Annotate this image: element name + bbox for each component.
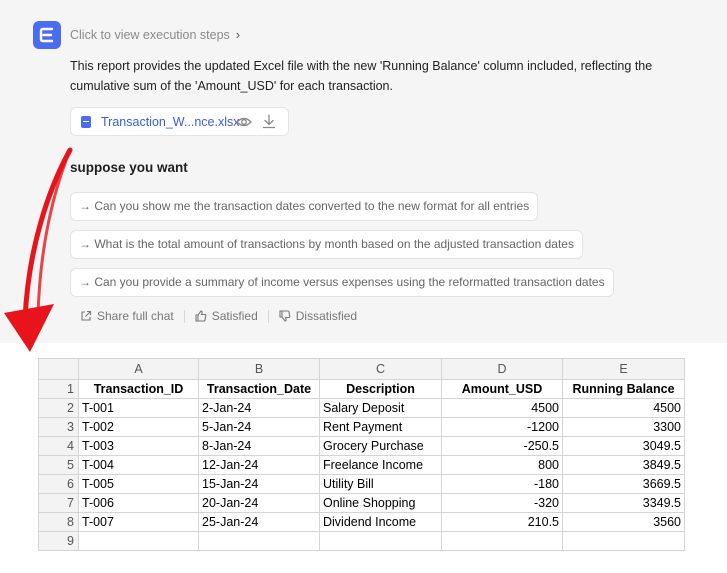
file-name[interactable]: Transaction_W...nce.xlsx bbox=[101, 115, 240, 129]
cell[interactable]: -180 bbox=[442, 475, 563, 494]
chevron-right-icon: › bbox=[235, 27, 241, 42]
suggestion-chip[interactable]: → Can you show me the transaction dates converted to the new format for all entries bbox=[70, 192, 538, 221]
row-number[interactable]: 9 bbox=[39, 532, 79, 551]
suggestion-chip[interactable]: → What is the total amount of transactions by month based on the adjusted transaction dates bbox=[70, 230, 583, 259]
cell[interactable]: T-002 bbox=[79, 418, 199, 437]
cell[interactable]: Freelance Income bbox=[320, 456, 442, 475]
cell[interactable]: 3669.5 bbox=[563, 475, 685, 494]
row-number[interactable]: 7 bbox=[39, 494, 79, 513]
row-number[interactable]: 1 bbox=[39, 380, 79, 399]
assistant-message: This report provides the updated Excel file with the new 'Running Balance' column included, reflecting the cumulative sum of the 'Amount_USD' for each transaction. bbox=[70, 59, 653, 93]
cell[interactable]: 12-Jan-24 bbox=[199, 456, 320, 475]
suggestion-chip[interactable]: → Can you provide a summary of income versus expenses using the reformatted transaction dates bbox=[70, 268, 614, 297]
row-number[interactable]: 2 bbox=[39, 399, 79, 418]
cell[interactable]: T-004 bbox=[79, 456, 199, 475]
cell[interactable]: Salary Deposit bbox=[320, 399, 442, 418]
cell[interactable]: Grocery Purchase bbox=[320, 437, 442, 456]
cell[interactable]: Dividend Income bbox=[320, 513, 442, 532]
cell[interactable]: 3300 bbox=[563, 418, 685, 437]
cell[interactable]: -1200 bbox=[442, 418, 563, 437]
cell[interactable]: 20-Jan-24 bbox=[199, 494, 320, 513]
cell[interactable]: 5-Jan-24 bbox=[199, 418, 320, 437]
cell[interactable]: T-005 bbox=[79, 475, 199, 494]
dissatisfied-label: Dissatisfied bbox=[295, 309, 358, 323]
cell[interactable]: 4500 bbox=[563, 399, 685, 418]
row-number[interactable]: 5 bbox=[39, 456, 79, 475]
cell[interactable]: 3560 bbox=[563, 513, 685, 532]
cell[interactable]: 2-Jan-24 bbox=[199, 399, 320, 418]
column-header[interactable]: C bbox=[320, 359, 442, 380]
cell[interactable]: T-006 bbox=[79, 494, 199, 513]
cell[interactable]: T-007 bbox=[79, 513, 199, 532]
cell[interactable]: Online Shopping bbox=[320, 494, 442, 513]
column-header[interactable]: B bbox=[199, 359, 320, 380]
cell[interactable]: 3849.5 bbox=[563, 456, 685, 475]
cell[interactable]: 4500 bbox=[442, 399, 563, 418]
execution-steps-label: Click to view execution steps bbox=[70, 28, 230, 42]
column-header[interactable]: E bbox=[563, 359, 685, 380]
cell[interactable]: 8-Jan-24 bbox=[199, 437, 320, 456]
cell[interactable]: 210.5 bbox=[442, 513, 563, 532]
cell[interactable]: 800 bbox=[442, 456, 563, 475]
row-number[interactable]: 6 bbox=[39, 475, 79, 494]
cell[interactable]: -320 bbox=[442, 494, 563, 513]
cell[interactable]: 25-Jan-24 bbox=[199, 513, 320, 532]
cell[interactable]: 3349.5 bbox=[563, 494, 685, 513]
row-number[interactable]: 3 bbox=[39, 418, 79, 437]
cell[interactable]: T-003 bbox=[79, 437, 199, 456]
column-header[interactable]: A bbox=[79, 359, 199, 380]
cell[interactable]: Utility Bill bbox=[320, 475, 442, 494]
cell[interactable]: 15-Jan-24 bbox=[199, 475, 320, 494]
cell[interactable]: -250.5 bbox=[442, 437, 563, 456]
suggestions-title: suppose you want bbox=[70, 160, 188, 175]
row-number[interactable]: 4 bbox=[39, 437, 79, 456]
cell[interactable]: T-001 bbox=[79, 399, 199, 418]
header-cell[interactable]: Transaction_ID bbox=[79, 380, 199, 399]
cell[interactable]: 3049.5 bbox=[563, 437, 685, 456]
column-header[interactable]: D bbox=[442, 359, 563, 380]
header-cell[interactable]: Running Balance bbox=[563, 380, 685, 399]
row-number[interactable]: 8 bbox=[39, 513, 79, 532]
header-cell[interactable]: Amount_USD bbox=[442, 380, 563, 399]
share-label: Share full chat bbox=[97, 309, 174, 323]
header-cell[interactable]: Description bbox=[320, 380, 442, 399]
satisfied-label: Satisfied bbox=[211, 309, 258, 323]
header-cell[interactable]: Transaction_Date bbox=[199, 380, 320, 399]
cell[interactable]: Rent Payment bbox=[320, 418, 442, 437]
